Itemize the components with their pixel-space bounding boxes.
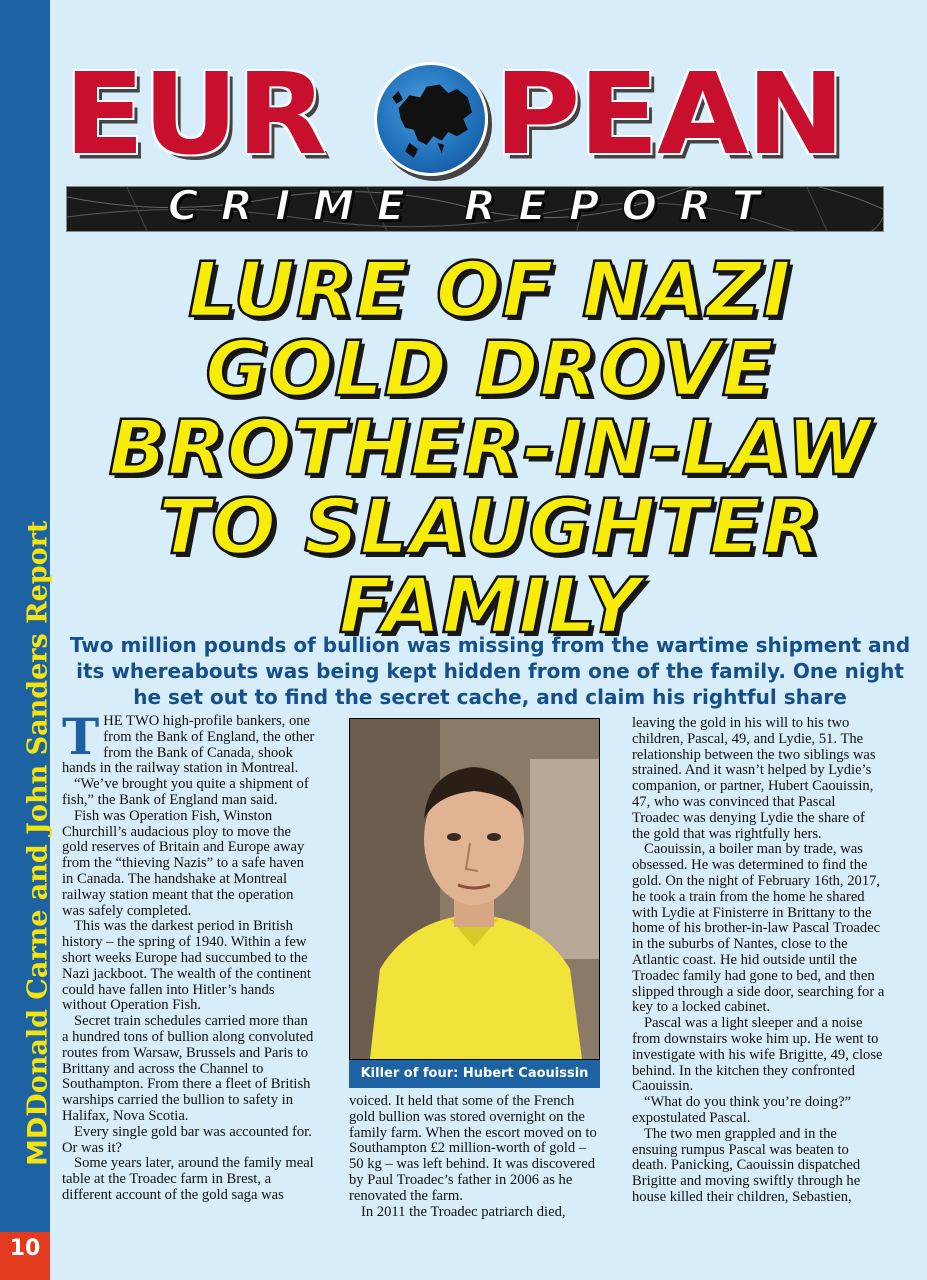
article-paragraph: “What do you think you’re doing?” expostulated Pascal. <box>632 1094 852 1126</box>
headline-line: LURE OF NAZI <box>188 245 792 334</box>
article-paragraph: Caouissin, a boiler man by trade, was obsessed. He was determined to find the gold. On the night of February 16th, 2017, he took a train from the home he shared with Lydie at Finisterre in Brittany to the home of his brother-in-law Pascal Troadec in the suburbs of Nantes, close to the Atlantic coast. He hid outside until the Troadec family had gone to bed, and then slipped through a side door, searching for a key to a locked cabinet. <box>632 841 885 1016</box>
headline-line: TO SLAUGHTER <box>158 482 822 571</box>
article-paragraph: This was the darkest period in British history – the spring of 1940. Within a few short weeks Europe had succumbed to the Nazi jackboot. The wealth of the continent could have fallen into Hitler’s hands without Operation Fish. <box>62 918 311 1014</box>
article-paragraph: leaving the gold in his will to his two children, Pascal, 49, and Lydie, 51. The relationship between the two siblings was strained. And it wasn’t helped by Lydie’s companion, or partner, Hubert Caouissin, 47, who was convinced that Pascal Troadec was denying Lydie the share of the gold that was rightfully hers. <box>632 715 876 842</box>
drop-cap: T <box>62 707 100 766</box>
md-badge: MD <box>22 1116 54 1166</box>
crime-report-banner <box>66 186 884 232</box>
masthead-word-right: PEAN <box>494 48 844 180</box>
article-paragraph: “We’ve brought you quite a shipment of fish,” the Bank of England man said. <box>62 776 309 808</box>
article-paragraph: THE TWO high-profile bankers, one from the Bank of England, the other from the Bank of Canada, shook hands in the railway station in Montreal. <box>62 707 315 777</box>
sidebar-title-text: Donald Carne and John Sanders Report <box>22 520 54 1117</box>
article-paragraph: Fish was Operation Fish, Winston Churchill’s audacious ploy to move the gold reserves of Britain and Europe away from the “thieving Nazis” to a safe haven in Canada. The handshake at Montreal railway station meant that the operation was safely completed. <box>62 807 305 919</box>
photo-image <box>350 719 599 1059</box>
article-paragraph: Some years later, around the family meal table at the Troadec farm in Brest, a different account of the gold saga was <box>62 1155 314 1203</box>
masthead <box>64 48 884 180</box>
masthead-word-left: EUR <box>64 48 326 180</box>
headline <box>60 245 920 650</box>
standfirst: Two million pounds of bullion was missing from the wartime shipment and its whereabouts was being kept hidden from one of the family. One night he set out to find the secret cache, and claim his rightful share <box>69 633 911 709</box>
article-paragraph: The two men grappled and in the ensuing rumpus Pascal was beaten to death. Panicking, Caouissin dispatched Brigitte and moving swiftly through he house killed their children, Sebastien, <box>632 1125 861 1205</box>
article-column-1 <box>62 707 315 1204</box>
page-number: 10 <box>0 1232 50 1280</box>
article-paragraph: Secret train schedules carried more than a hundred tons of bullion along convoluted routes from Warsaw, Brussels and Paris to Brittany and across the Channel to Southampton. From there a fleet of British warships carried the bullion to safety in Halifax, Nova Scotia. <box>62 1013 314 1124</box>
article-paragraph: voiced. It held that some of the French gold bullion was stored overnight on the family farm. When the escort moved on to Southampton £2 million-worth of gold – 50 kg – was left behind. It was discovered by Paul Troadec’s father in 2006 as he renovated the farm. <box>349 1093 597 1204</box>
suspect-photo <box>349 718 600 1088</box>
portrait-illustration <box>350 719 599 1059</box>
sidebar-title <box>23 521 54 1166</box>
article-paragraph: In 2011 the Troadec patriarch died, <box>361 1203 566 1220</box>
article-column-2 <box>349 1094 601 1220</box>
europe-globe-icon <box>374 62 488 176</box>
headline-line: GOLD DROVE <box>205 324 775 413</box>
article-paragraph: Pascal was a light sleeper and a noise from downstairs woke him up. He went to investigate with his wife Brigitte, 49, close behind. In the kitchen they confronted Caouissin. <box>632 1015 883 1095</box>
headline-line: BROTHER-IN-LAW <box>108 403 872 492</box>
sidebar-title-area <box>0 0 54 1230</box>
article-paragraph: Every single gold bar was accounted for. Or was it? <box>62 1123 312 1156</box>
headline-line: FAMILY <box>338 561 642 650</box>
crime-report-subtitle: CRIME REPORT <box>167 186 783 230</box>
photo-caption: Killer of four: Hubert Caouissin <box>349 1060 600 1088</box>
article-column-3 <box>632 716 885 1206</box>
